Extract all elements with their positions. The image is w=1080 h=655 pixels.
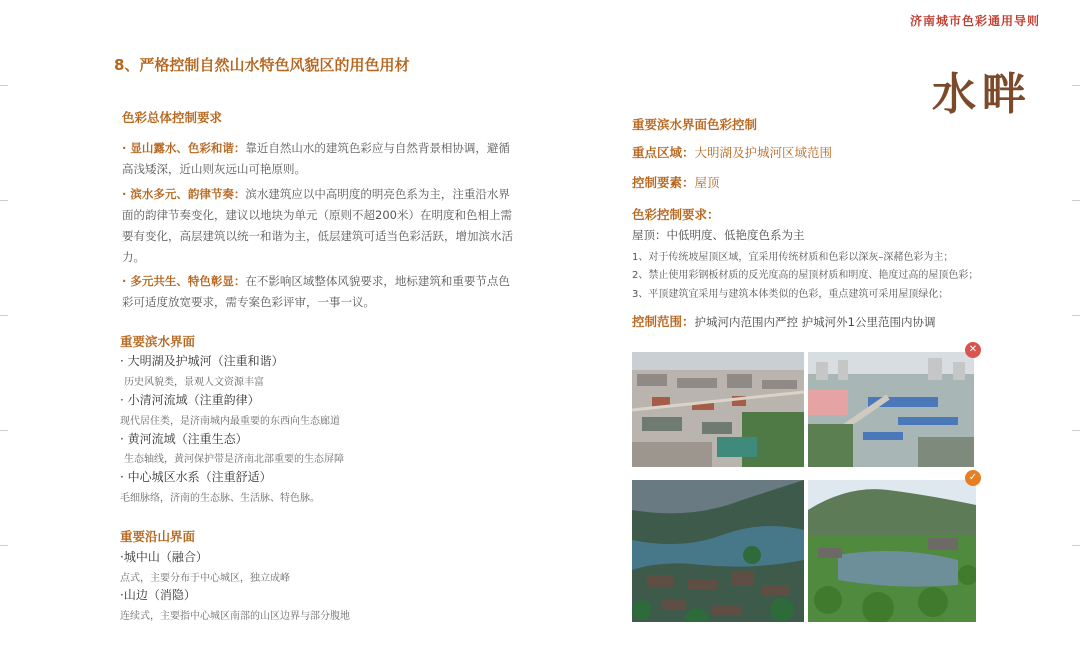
edge-tick [0, 315, 8, 316]
key-area [632, 143, 832, 161]
bad-example-badge-icon: ✕ [965, 342, 981, 358]
control-range-value: 护城河内范围内严控 护城河外1公里范围内协调 [694, 315, 936, 329]
page-title: 8、严格控制自然山水特色风貌区的用色用材 [114, 56, 410, 74]
waterfront-item: · 中心城区水系（注重舒适） [120, 470, 272, 484]
waterfront-desc: 现代居住类，是济南城内最重要的东西向生态廊道 [120, 416, 340, 427]
aerial-photo-old-town [632, 352, 804, 467]
aerial-photo-traditional-waterfront [632, 480, 804, 622]
edge-tick [1072, 200, 1080, 201]
key-area-value: 大明湖及护城河区域范围 [694, 145, 833, 160]
guide-header-title: 济南城市色彩通用导则 [909, 14, 1040, 28]
edge-tick [1072, 430, 1080, 431]
right-section-title: 重要滨水界面色彩控制 [632, 117, 758, 132]
edge-tick [1072, 545, 1080, 546]
waterfront-desc: 毛细脉络，济南的生态脉、生活脉、特色脉。 [120, 493, 320, 504]
brush-calligraphy-title: 水畔 [932, 69, 1032, 120]
mountain-desc: 连续式，主要指中心城区南部的山区边界与部分腹地 [120, 611, 350, 622]
color-rule: 1、对于传统坡屋顶区域，宜采用传统材质和色彩以深灰–深赭色彩为主； [632, 252, 954, 263]
para-lead: · 滨水多元、韵律节奏： [122, 187, 246, 201]
color-rule: 3、平顶建筑宜采用与建筑本体类似的色彩，重点建筑可采用屋顶绿化； [632, 289, 949, 300]
edge-tick [1072, 85, 1080, 86]
mountain-item: ·城中山（融合） [120, 550, 208, 564]
control-range [632, 312, 936, 330]
overall-para-3 [122, 271, 517, 313]
edge-tick [1072, 315, 1080, 316]
control-element-value: 屋顶 [694, 175, 720, 190]
overall-para-2 [122, 184, 517, 268]
color-rule: 2、禁止使用彩钢板材质的反光度高的屋顶材质和明度、艳度过高的屋顶色彩； [632, 270, 979, 281]
waterfront-item: · 黄河流域（注重生态） [120, 432, 248, 446]
color-req-summary: 屋顶：中低明度、低艳度色系为主 [632, 228, 805, 242]
good-example-badge-icon: ✓ [965, 470, 981, 486]
edge-tick [0, 430, 8, 431]
waterfront-item: · 大明湖及护城河（注重和谐） [120, 354, 284, 368]
para-text: 滨水建筑应以中高明度的明亮色系为主，注重沿水界面的韵律节奏变化，建议以地块为单元（原则不超200米）在明度和色相上需要有变化，高层建筑以统一和谐为主，低层建筑可适当色彩活跃，增加滨水活力。 [122, 187, 513, 264]
aerial-photo-modern-blocks [808, 352, 974, 467]
mountain-title: 重要沿山界面 [120, 529, 196, 544]
edge-tick [0, 545, 8, 546]
overall-control-title: 色彩总体控制要求 [122, 110, 223, 125]
photo-hill-lake-garden [808, 480, 976, 622]
overall-para-1 [122, 138, 517, 180]
control-element [632, 173, 720, 191]
waterfront-item: · 小清河流域（注重韵律） [120, 393, 260, 407]
mountain-item: ·山边（消隐） [120, 588, 196, 602]
control-range-label: 控制范围： [632, 314, 695, 329]
mountain-desc: 点式，主要分布于中心城区，独立成峰 [120, 573, 290, 584]
waterfront-title: 重要滨水界面 [120, 334, 196, 349]
key-area-label: 重点区域： [632, 145, 695, 160]
waterfront-desc: 历史风貌类，景观人文资源丰富 [124, 377, 264, 388]
waterfront-desc: 生态轴线，黄河保护带是济南北部重要的生态屏障 [124, 454, 344, 465]
para-text: 靠近自然山水的建筑色彩应与自然背景相协调，避循高浅矮深，近山则灰远山可艳原则。 [122, 141, 510, 176]
para-text: 在不影响区域整体风貌要求，地标建筑和重要节点色彩可适度放宽要求，需专案色彩评审，一事一议。 [122, 274, 510, 309]
edge-tick [0, 200, 8, 201]
para-lead: · 多元共生、特色彰显： [122, 274, 246, 288]
para-lead: · 显山露水、色彩和谐： [122, 141, 246, 155]
control-element-label: 控制要素： [632, 175, 695, 190]
color-req-label: 色彩控制要求： [632, 207, 720, 222]
edge-tick [0, 85, 8, 86]
